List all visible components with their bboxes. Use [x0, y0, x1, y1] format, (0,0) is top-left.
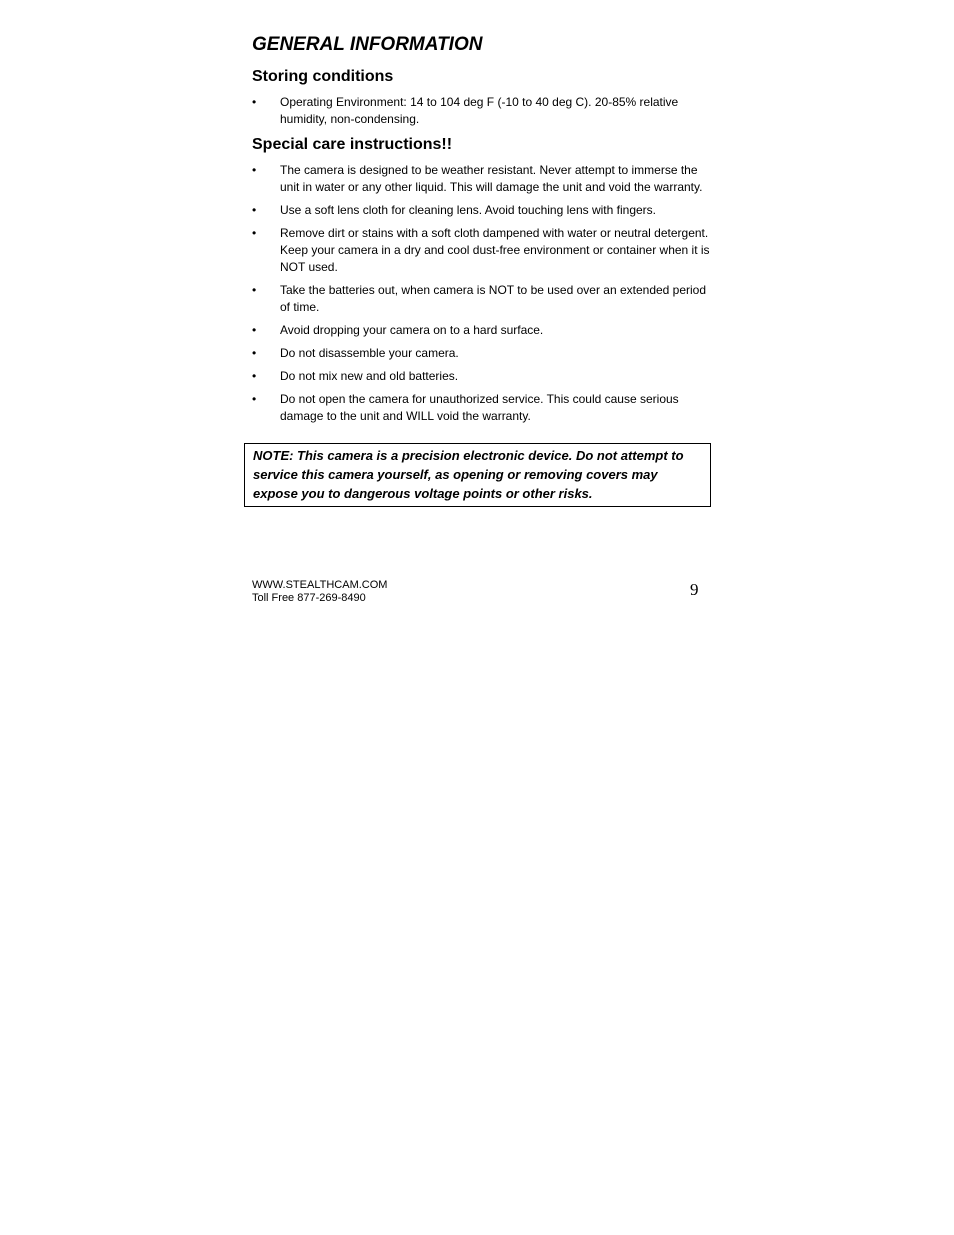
bullet-icon: • [252, 226, 257, 240]
bullet-icon: • [252, 323, 257, 337]
list-item-text: Do not open the camera for unauthorized service. This could cause serious damage to the unit and WILL void the warranty. [280, 392, 679, 423]
bullet-icon: • [252, 95, 257, 109]
list-item [252, 282, 712, 316]
list-item [252, 345, 712, 362]
page-number: 9 [690, 580, 699, 599]
bullet-icon: • [252, 346, 257, 360]
list-item [252, 202, 712, 219]
footer-contact [252, 579, 387, 605]
list-item-text: Use a soft lens cloth for cleaning lens. Avoid touching lens with fingers. [280, 203, 656, 217]
bullet-icon: • [252, 283, 257, 297]
list-item [252, 162, 712, 196]
bullet-icon: • [252, 163, 257, 177]
list-item-text: Remove dirt or stains with a soft cloth dampened with water or neutral detergent. Keep your camera in a dry and cool dust-free environment or container when it is NOT used. [280, 226, 710, 274]
bullet-icon: • [252, 392, 257, 406]
list-item-text: Operating Environment: 14 to 104 deg F (-10 to 40 deg C). 20-85% relative humidity, non-condensing. [280, 95, 679, 126]
page-content [252, 32, 712, 431]
note-box: NOTE: This camera is a precision electronic device. Do not attempt to service this camera yourself, as opening or removing covers may expose you to dangerous voltage points or other risks. [244, 443, 711, 507]
list-item [252, 391, 712, 425]
list-item-text: Do not mix new and old batteries. [280, 369, 459, 383]
special-care-list [252, 162, 712, 425]
list-item [252, 322, 712, 339]
list-item [252, 225, 712, 276]
storing-conditions-list [252, 94, 712, 128]
storing-conditions-heading: Storing conditions [252, 68, 394, 85]
page-title: GENERAL INFORMATION [252, 34, 483, 55]
list-item [252, 94, 712, 128]
list-item-text: Do not disassemble your camera. [280, 346, 459, 360]
list-item-text: The camera is designed to be weather resistant. Never attempt to immerse the unit in water or any other liquid. This will damage the unit and void the warranty. [280, 163, 703, 194]
list-item [252, 368, 712, 385]
list-item-text: Take the batteries out, when camera is NOT to be used over an extended period of time. [280, 283, 707, 314]
footer-website: WWW.STEALTHCAM.COM [252, 579, 388, 591]
bullet-icon: • [252, 203, 257, 217]
special-care-heading: Special care instructions!! [252, 136, 453, 153]
list-item-text: Avoid dropping your camera on to a hard surface. [280, 323, 544, 337]
bullet-icon: • [252, 369, 257, 383]
footer-phone: Toll Free 877-269-8490 [252, 592, 366, 604]
